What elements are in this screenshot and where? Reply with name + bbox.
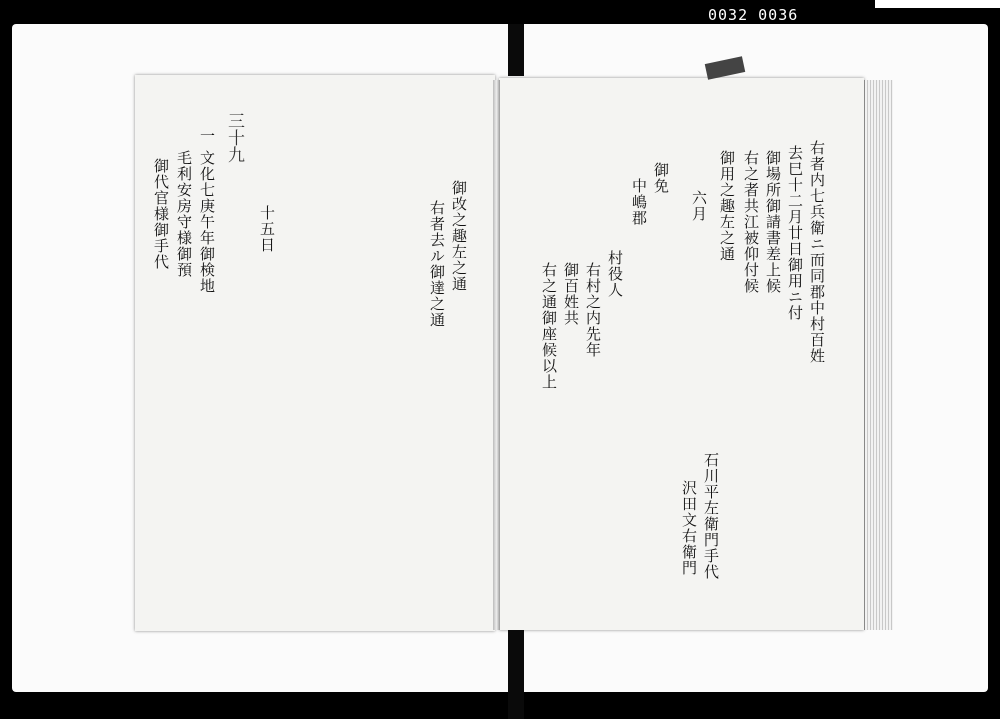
right-column-14: 沢田文右衛門 [680, 480, 698, 576]
left-column-4: 十五日 [258, 205, 276, 253]
right-column-5: 御用之趣左之通 [718, 150, 736, 262]
right-column-9: 村役人 [606, 250, 624, 298]
left-column-6: 右者去ル御達之通 [428, 200, 446, 328]
right-column-7: 御免 [652, 162, 670, 194]
left-column-3: 御代官様御手代 [152, 158, 170, 270]
right-column-12: 右之通御座候以上 [540, 262, 558, 390]
bookmark-ribbon-bottom [508, 630, 524, 719]
left-column-5: 御改之趣左之通 [450, 180, 468, 292]
right-column-13: 石川平左衛門手代 [702, 452, 720, 580]
corner-mark [875, 0, 1000, 8]
left-column-2: 毛利安房守様御預 [175, 150, 193, 278]
page-number: 三十九 [224, 112, 244, 163]
right-column-11: 御百姓共 [562, 262, 580, 326]
bookmark-ribbon-top [508, 24, 524, 76]
left-column-1: 一 文化七庚午年御検地 [198, 128, 216, 294]
right-column-10: 右村之内先年 [584, 262, 602, 358]
book-gutter [493, 80, 500, 630]
right-column-2: 去巳十二月廿日御用ニ付 [786, 145, 804, 321]
right-column-8: 中嶋郡 [630, 178, 648, 226]
right-column-1: 右者内七兵衛ニ而同郡中村百姓 [808, 140, 826, 364]
right-column-3: 御場所御請書差上候 [764, 150, 782, 294]
page-edges [864, 80, 893, 630]
frame-counter: 0032 0036 [708, 6, 799, 24]
right-column-6: 六月 [690, 190, 708, 222]
right-column-4: 右之者共江被仰付候 [742, 150, 760, 294]
